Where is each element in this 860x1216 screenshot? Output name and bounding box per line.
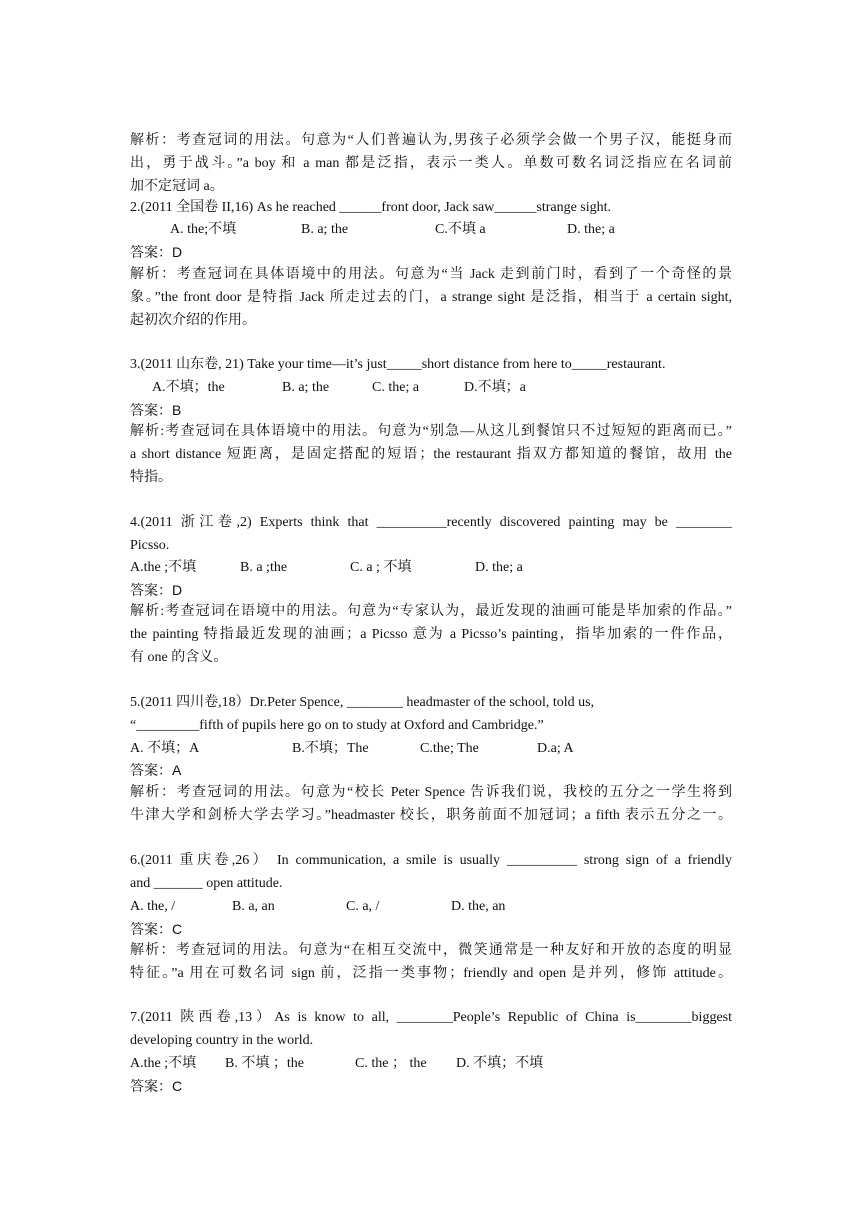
- q4-answer: 答案：D: [130, 582, 183, 598]
- q2-explanation-line: 起初次介绍的作用。: [130, 313, 256, 328]
- q1-explanation-line: 加不定冠词 a。: [130, 179, 224, 194]
- q7-answer: 答案：C: [130, 1078, 183, 1094]
- q4-option-d: D. the; a: [475, 560, 523, 575]
- q3-answer: 答案：B: [130, 402, 182, 418]
- q6-explanation-line: 特征。”a 用在可数名词 sign 前，泛指一类事物；friendly and open 是并列，修饰 attitude。: [130, 966, 732, 981]
- q4-stem-line: 4.(2011 浙江卷,2) Experts think that __________recently discovered painting may be ________: [130, 515, 732, 530]
- q5-explanation-line: 解析：考查冠词的用法。句意为“校长 Peter Spence 告诉我们说，我校的五分之一学生将到: [130, 785, 732, 800]
- q6-explanation-line: 解析：考查冠词的用法。句意为“在相互交流中，微笑通常是一种友好和开放的态度的明显: [130, 943, 732, 958]
- q4-option-b: B. a ;the: [240, 560, 288, 575]
- q4-option-c: C. a ; 不填: [350, 560, 412, 575]
- q4-option-a: A.the ;不填: [130, 560, 197, 575]
- q5-option-c: C.the; The: [420, 741, 479, 756]
- q7-stem-line: developing country in the world.: [130, 1033, 314, 1048]
- q5-explanation-line: 牛津大学和剑桥大学去学习。”headmaster 校长，职务前面不加冠词；a fifth 表示五分之一。: [130, 808, 732, 823]
- q2-option-a: A. the;不填: [170, 222, 237, 237]
- q5-stem-line: 5.(2011 四川卷,18）Dr.Peter Spence, ________ headmaster of the school, told us,: [130, 695, 595, 710]
- q2-answer: 答案：D: [130, 244, 183, 260]
- q6-option-c: C. a, /: [346, 899, 380, 914]
- q2-option-c: C.不填 a: [435, 222, 486, 237]
- q3-explanation-line: 解析:考查冠词在具体语境中的用法。句意为“别急—从这儿到餐馆只不过短短的距离而已。”: [130, 424, 732, 439]
- q4-explanation-line: 解析:考查冠词在语境中的用法。句意为“专家认为，最近发现的油画可能是毕加索的作品。”: [130, 604, 732, 619]
- q7-option-b: B. 不填 ；the: [225, 1056, 304, 1071]
- q1-explanation-line: 解析：考查冠词的用法。句意为“人们普遍认为,男孩子必须学会做一个男子汉，能挺身而: [130, 133, 732, 148]
- q2-option-d: D. the; a: [567, 222, 615, 237]
- q3-explanation-line: 特指。: [130, 470, 172, 485]
- q5-option-d: D.a; A: [537, 741, 574, 756]
- q3-option-a: A.不填；the: [152, 380, 225, 395]
- q3-option-b: B. a; the: [282, 380, 330, 395]
- q3-stem: 3.(2011 山东卷, 21) Take your time—it’s just_____short distance from here to_____restaurant.: [130, 357, 666, 372]
- q6-option-a: A. the, /: [130, 899, 176, 914]
- q2-explanation-line: 解析：考查冠词在具体语境中的用法。句意为“当 Jack 走到前门时，看到了一个奇怪的景: [130, 267, 732, 282]
- q6-stem-line: and _______ open attitude.: [130, 876, 283, 891]
- q2-option-b: B. a; the: [301, 222, 349, 237]
- q7-option-c: C. the ； the: [355, 1056, 427, 1071]
- q6-option-b: B. a, an: [232, 899, 275, 914]
- q5-answer: 答案：A: [130, 762, 182, 778]
- q4-explanation-line: 有 one 的含义。: [130, 650, 228, 665]
- q2-explanation-line: 象。”the front door 是特指 Jack 所走过去的门，a strange sight 是泛指，相当于 a certain sight,: [130, 290, 732, 305]
- q3-explanation-line: a short distance 短距离，是固定搭配的短语；the restaurant 指双方都知道的餐馆，故用 the: [130, 447, 732, 462]
- q4-stem-line: Picsso.: [130, 538, 170, 553]
- q7-option-a: A.the ;不填: [130, 1056, 197, 1071]
- q6-answer: 答案：C: [130, 921, 183, 937]
- q2-stem: 2.(2011 全国卷 II,16) As he reached ______front door, Jack saw______strange sight.: [130, 200, 612, 215]
- q3-option-d: D.不填；a: [464, 380, 526, 395]
- q5-option-b: B.不填；The: [292, 741, 369, 756]
- q6-stem-line: 6.(2011 重庆卷,26） In communication, a smile is usually __________ strong sign of a friendly: [130, 853, 732, 868]
- q5-option-a: A. 不填；A: [130, 741, 200, 756]
- q4-explanation-line: the painting 特指最近发现的油画；a Picsso 意为 a Picsso’s painting，指毕加索的一件作品，: [130, 627, 732, 642]
- q3-option-c: C. the; a: [372, 380, 420, 395]
- q5-stem-line: “_________fifth of pupils here go on to study at Oxford and Cambridge.”: [130, 718, 544, 733]
- q7-option-d: D. 不填；不填: [456, 1056, 544, 1071]
- q1-explanation-line: 出，勇于战斗。”a boy 和 a man 都是泛指，表示一类人。单数可数名词泛指应在名词前: [130, 156, 732, 171]
- q6-option-d: D. the, an: [451, 899, 506, 914]
- q7-stem-line: 7.(2011 陕西卷,13）As is know to all, ________People’s Republic of China is________biggest: [130, 1010, 732, 1025]
